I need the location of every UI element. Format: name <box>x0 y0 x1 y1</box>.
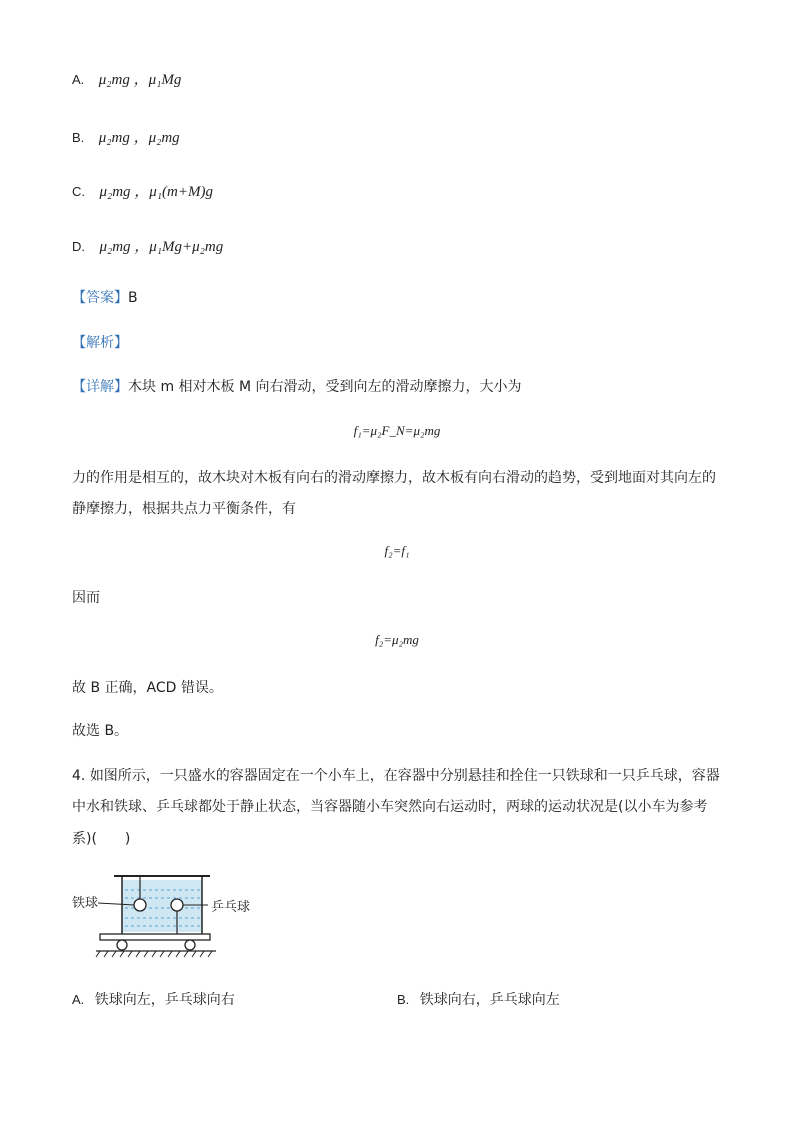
ground-hatch <box>96 951 212 957</box>
paragraph-line-2: 静摩擦力，根据共点力平衡条件，有 <box>72 501 296 517</box>
option-a <box>72 68 181 89</box>
option-c <box>72 180 213 201</box>
q4-line-2: 中水和铁球、乒乓球都处于静止状态，当容器随小车突然向右运动时，两球的运动状况是(以小车为参考 <box>72 799 708 815</box>
therefore-text: 因而 <box>72 590 100 606</box>
option-b-formula: μ₂mg ，μ₂mg <box>98 130 180 146</box>
paragraph-line-1: 力的作用是相互的，故木块对木板有向右的滑动摩擦力，故木板有向右滑动的趋势，受到地面对其向左的 <box>72 470 716 486</box>
option-c-letter: C. <box>72 184 85 199</box>
q4-figure <box>70 868 270 960</box>
q4-option-a-letter: A. <box>72 992 85 1007</box>
answer-line <box>72 287 138 307</box>
equation-3: f₂=μ₂mg <box>375 632 419 647</box>
answer-value: B <box>128 290 138 306</box>
option-d-formula: μ₂mg ，μ₁Mg+μ₂mg <box>99 239 224 255</box>
detail-line <box>72 376 522 396</box>
option-b-letter: B. <box>72 130 85 145</box>
q4-option-a-text: 铁球向左，乒乓球向右 <box>94 992 235 1008</box>
pingpong-ball-label: 乒乓球 <box>211 900 251 915</box>
q4-option-a <box>72 989 235 1009</box>
q4-option-b-letter: B. <box>397 992 410 1007</box>
detail-text: 木块 m 相对木板 M 向右滑动，受到向左的滑动摩擦力，大小为 <box>128 379 522 395</box>
iron-ball-label: 铁球 <box>72 896 99 911</box>
pingpong-ball <box>171 899 183 911</box>
choice-text: 故选 B。 <box>72 723 129 739</box>
q4-line-3: 系)( ) <box>72 831 131 847</box>
cart-platform <box>100 934 210 940</box>
detail-label: 【详解】 <box>72 379 128 395</box>
option-d <box>72 235 223 256</box>
q4-option-b-text: 铁球向右，乒乓球向左 <box>419 992 560 1008</box>
option-a-letter: A. <box>72 72 85 87</box>
q4-line-1 <box>72 765 720 785</box>
equation-1: f₁=μ₂F_N=μ₂mg <box>353 423 441 438</box>
q4-number: 4. <box>72 768 86 784</box>
conclusion-text: 故 B 正确，ACD 错误。 <box>72 680 223 696</box>
option-b <box>72 126 180 147</box>
option-d-letter: D. <box>72 239 85 254</box>
equation-2: f₂=f₁ <box>384 543 410 558</box>
q4-text-1: 如图所示，一只盛水的容器固定在一个小车上，在容器中分别悬挂和拴住一只铁球和一只乒乓球，容器 <box>89 768 720 784</box>
answer-label: 【答案】 <box>72 290 128 306</box>
option-c-formula: μ₂mg ，μ₁(m+M)g <box>99 184 213 200</box>
analysis-label: 【解析】 <box>72 335 128 351</box>
option-a-formula: μ₂mg ，μ₁Mg <box>98 72 182 88</box>
cart-wheel-right <box>185 940 195 950</box>
iron-ball <box>134 899 146 911</box>
cart-wheel-left <box>117 940 127 950</box>
q4-option-b <box>397 989 560 1009</box>
